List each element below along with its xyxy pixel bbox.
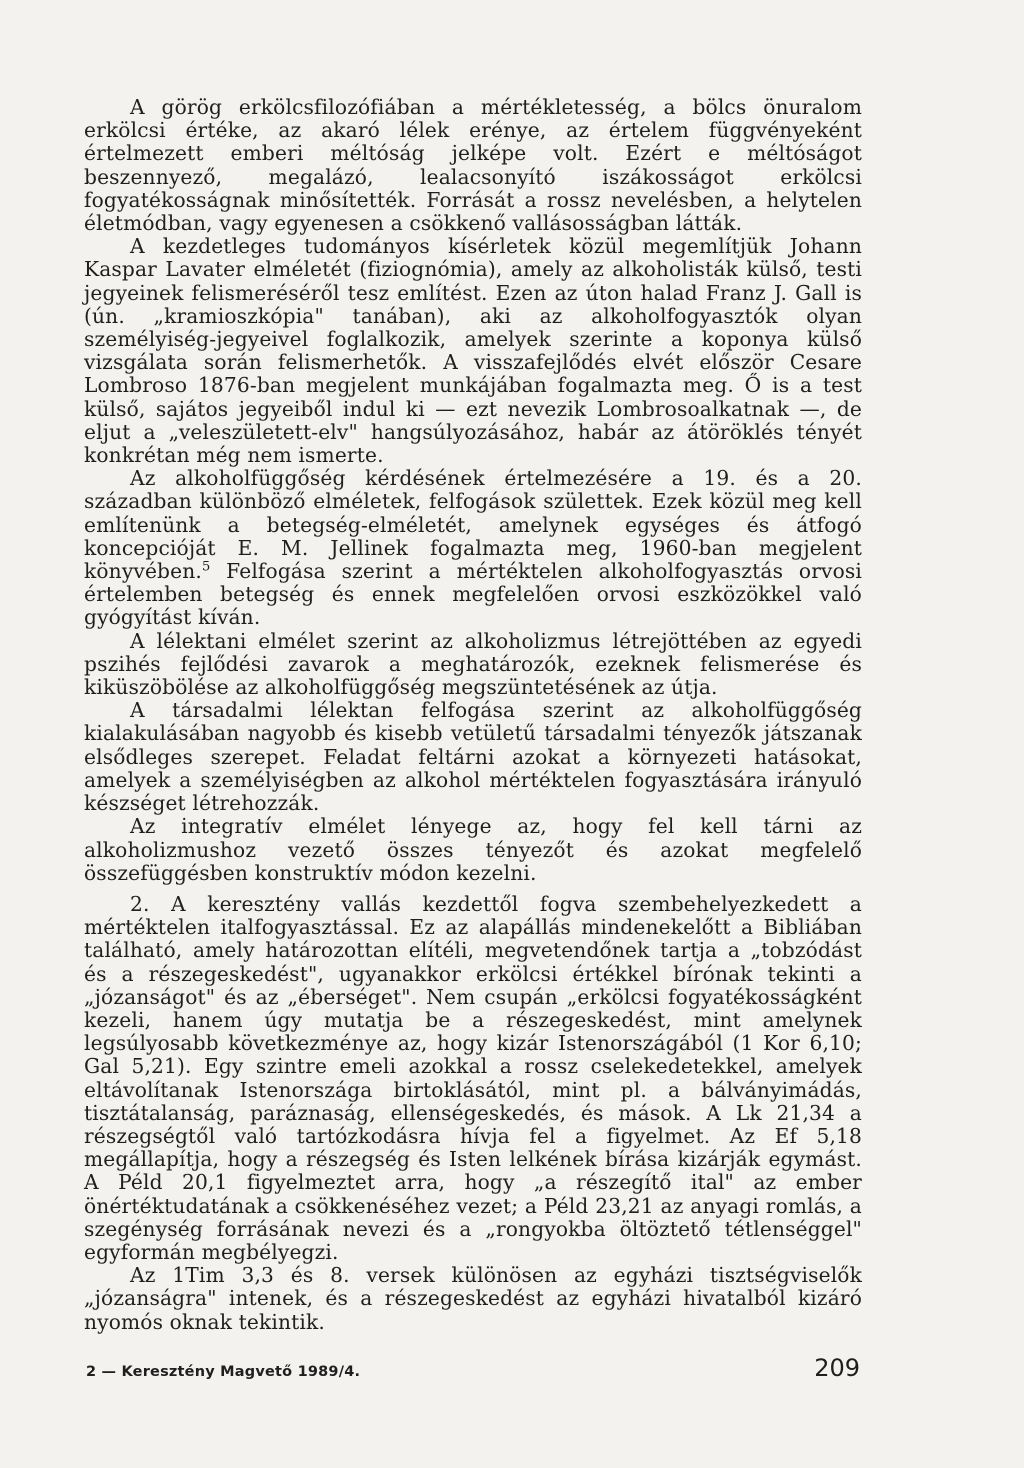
- page-number: 209: [814, 1354, 860, 1382]
- journal-citation: 2 — Keresztény Magvető 1989/4.: [86, 1364, 361, 1380]
- footnote-reference: 5: [201, 559, 211, 575]
- paragraph-early-research: A kezdetleges tudományos kísérletek közül megemlítjük Johann Kaspar Lavater elméletét (fiziognómia), amely az alkoholisták külső, testi jegyeinek felismeréséről tesz említést. Ezen az úton halad Franz J. Gall is (ún. „kramioszkópia" tanában), aki az alkoholfogyasztók olyan személyiség-jegyeivel foglalkozik, amelyek szerinte a koponya külső vizsgálata során felismerhetők. A visszafejlődés elvét először Cesare Lombroso 1876-ban megjelent munkájában fogalmazta meg. Ő is a test külső, sajátos jegyeiből indul ki — ezt nevezik Lombrosoalkatnak —, de eljut a „veleszületett-elv" hangsúlyozásához, habár az átöröklés tényét konkrétan még nem ismerte.: [84, 234, 862, 468]
- page-footer: [84, 1354, 862, 1390]
- paragraph-theories-text: Az alkoholfüggőség kérdésének értelmezésére a 19. és a 20. században különböző elméletek, felfogások születtek. Ezek közül meg kell említenünk a betegség-elméletét, amelynek egységes és átfogó koncepcióját E. M. Jellinek fogalmazta meg, 1960-ban megjelent könyvében.: [84, 466, 862, 584]
- paragraph-timothy: Az 1Tim 3,3 és 8. versek különösen az egyházi tisztségviselők „józanságra" intenek, és a részegeskedést az egyházi hivatalból kizáró nyomós oknak tekintik.: [84, 1263, 862, 1334]
- paragraph-psychological-theory: A lélektani elmélet szerint az alkoholizmus létrejöttében az egyedi pszihés fejlődési zavarok a meghatározók, ezeknek felismerése és kiküszöbölése az alkoholfüggőség megszüntetésének az útja.: [84, 628, 862, 700]
- paragraph-social-psychology: A társadalmi lélektan felfogása szerint az alkoholfüggőség kialakulásában nagyobb és kisebb vetületű társadalmi tényezők játszanak elsődleges szerepet. Feladat feltárni azokat a környezeti hatásokat, amelyek a személyiségben az alkohol mértéktelen fogyasztására irányuló készséget létrehozzák.: [84, 698, 862, 816]
- paragraph-integrative-theory: Az integratív elmélet lényege az, hogy fel kell tárni az alkoholizmushoz vezető összes tényezőt és azokat megfelelő összefüggésben konstruktív módon kezelni.: [84, 814, 862, 885]
- paragraph-theories: [84, 467, 862, 629]
- document-page: [84, 96, 862, 1426]
- paragraph-christian-religion: 2. A keresztény vallás kezdettől fogva szembehelyezkedett a mértéktelen italfogyasztással. Ez az alapállás mindenekelőtt a Bibliában található, amely határozottan elítéli, megvetendőnek tartja a „tobzódást és a részegeskedést", ugyanakkor erkölcsi értékkel bírónak tekinti a „józanságot" és az „éberséget". Nem csupán „erkölcsi fogyatékosságként kezeli, hanem úgy mutatja be a részegeskedést, mint amelynek legsúlyosabb következménye az, hogy kizár Istenországából (1 Kor 6,10; Gal 5,21). Egy szintre emeli azokkal a rossz cselekedetekkel, amelyek eltávolítanak Istenországa birtoklásától, mint pl. a bálványimádás, tisztátalanság, paráznaság, ellenségeskedés, és mások. A Lk 21,34 a részegségtől való tartózkodásra hívja fel a figyelmet. Az Ef 5,18 megállapítja, hogy a részegség és Isten lelkének bírása kizárják egymást. A Péld 20,1 figyelmeztet arra, hogy „a részegítő ital" az ember önértéktudatának a csökkenéséhez vezet; a Péld 23,21 az anyagi romlás, a szegénység forrásának nevezi és a „rongyokba öltöztető tétlenséggel" egyformán megbélyegzi.: [84, 891, 862, 1264]
- paragraph-disease-view: Felfogása szerint a mértéktelen alkoholfogyasztás orvosi értelemben betegség és ennek megfelelően orvosi eszközökkel való gyógyítást kíván.: [84, 559, 862, 630]
- body-text: [84, 96, 862, 1334]
- paragraph-greek-philosophy: A görög erkölcsfilozófiában a mértékletesség, a bölcs önuralom erkölcsi értéke, az akaró lélek erénye, az értelem függvényeként értelmezett emberi méltóság jelképe volt. Ezért e méltóságot beszennyező, megalázó, lealacsonyító iszákosságot erkölcsi fogyatékosságnak minősítették. Forrását a rossz nevelésben, a helytelen életmódban, vagy egyenesen a csökkenő vallásosságban látták.: [84, 95, 862, 236]
